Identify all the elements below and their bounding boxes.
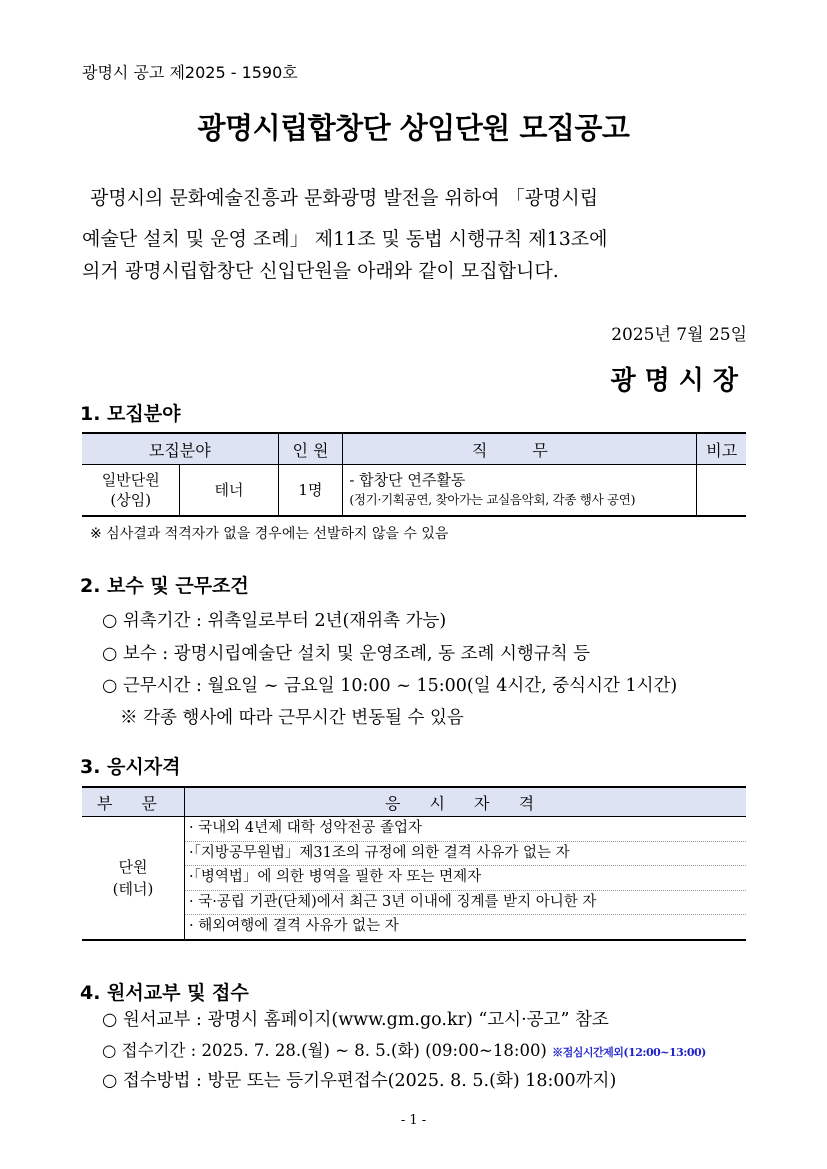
period-text: ○ 접수기간 : 2025. 7. 28.(월) ~ 8. 5.(화) (09:00~18:00) xyxy=(102,1041,547,1060)
lunch-break-note: ※점심시간제외(12:00~13:00) xyxy=(552,1046,706,1059)
row-category-line1: 일반단원 xyxy=(101,471,160,489)
row-part: 테너 xyxy=(180,465,278,517)
list-item: ·「지방공무원법」제31조의 규정에 의한 결격 사유가 없는 자 xyxy=(185,842,746,867)
dept-cell xyxy=(82,817,185,940)
page-number: - 1 - xyxy=(400,1113,427,1128)
header-dept: 부 문 xyxy=(82,787,185,817)
row-category xyxy=(82,465,180,517)
table-header-row xyxy=(82,433,746,465)
header-duty: 직 무 xyxy=(343,433,697,465)
header-remarks: 비고 xyxy=(697,433,746,465)
recruitment-table xyxy=(82,432,746,517)
header-count: 인 원 xyxy=(278,433,343,465)
intro-line-3: 의거 광명시립합창단 신입단원을 아래와 같이 모집합니다. xyxy=(82,260,559,282)
qualification-cell xyxy=(185,817,747,940)
section-3-heading: 3. 응시자격 xyxy=(80,756,181,778)
list-item: ·「병역법」에 의한 병역을 필한 자 또는 면제자 xyxy=(185,866,746,891)
list-item: · 해외여행에 결격 사유가 없는 자 xyxy=(189,918,399,934)
table-row xyxy=(82,817,746,940)
hours-item: ○ 근무시간 : 월요일 ~ 금요일 10:00 ~ 15:00(일 4시간, 중식시간 1시간) xyxy=(102,676,678,696)
period-item xyxy=(102,1037,706,1061)
section-1-note: ※ 심사결과 적격자가 없을 경우에는 선발하지 않을 수 있음 xyxy=(90,526,449,542)
list-item: · 국내외 4년제 대학 성악전공 졸업자 xyxy=(185,817,746,842)
document-title: 광명시립합창단 상임단원 모집공고 xyxy=(197,111,630,145)
term-item: ○ 위촉기간 : 위촉일로부터 2년(재위촉 가능) xyxy=(102,611,447,631)
row-duty xyxy=(343,465,697,517)
row-duty-line1: - 합창단 연주활동 xyxy=(349,471,466,489)
table-header-row xyxy=(82,787,746,817)
intro-line-1: 광명시의 문화예술진흥과 문화광명 발전을 위하여 「광명시립 xyxy=(90,187,599,209)
row-remarks xyxy=(697,465,746,517)
header-qualification: 응 시 자 격 xyxy=(185,787,747,817)
row-category-line2: (상임) xyxy=(110,491,152,509)
salary-item: ○ 보수 : 광명시립예술단 설치 및 운영조례, 동 조례 시행규칙 등 xyxy=(102,644,591,664)
row-duty-line2: (정기·기획공연, 찾아가는 교실음악회, 각종 행사 공연) xyxy=(349,492,636,507)
section-4-heading: 4. 원서교부 및 접수 xyxy=(80,982,249,1004)
qualification-table xyxy=(82,786,746,941)
list-item: · 국·공립 기관(단체)에서 최근 3년 이내에 징계를 받지 아니한 자 xyxy=(185,891,746,916)
dept-line2: (테너) xyxy=(112,879,154,898)
signer-name: 광명시장 xyxy=(610,366,747,396)
header-field: 모집분야 xyxy=(82,433,278,465)
section-2-note: ※ 각종 행사에 따라 근무시간 변동될 수 있음 xyxy=(120,708,464,728)
distribution-item: ○ 원서교부 : 광명시 홈페이지(www.gm.go.kr) “고시·공고” 참조 xyxy=(102,1010,609,1030)
table-row xyxy=(82,465,746,517)
method-item: ○ 접수방법 : 방문 또는 등기우편접수(2025. 8. 5.(화) 18:00까지) xyxy=(102,1071,617,1091)
section-1-heading: 1. 모집분야 xyxy=(80,403,181,425)
row-count: 1명 xyxy=(278,465,343,517)
section-2-heading: 2. 보수 및 근무조건 xyxy=(80,575,249,597)
dept-line1: 단원 xyxy=(118,857,148,876)
document-date: 2025년 7월 25일 xyxy=(611,325,747,345)
intro-line-2: 예술단 설치 및 운영 조례」 제11조 및 동법 시행규칙 제13조에 xyxy=(82,228,608,250)
notice-number: 광명시 공고 제2025 - 1590호 xyxy=(82,63,298,82)
